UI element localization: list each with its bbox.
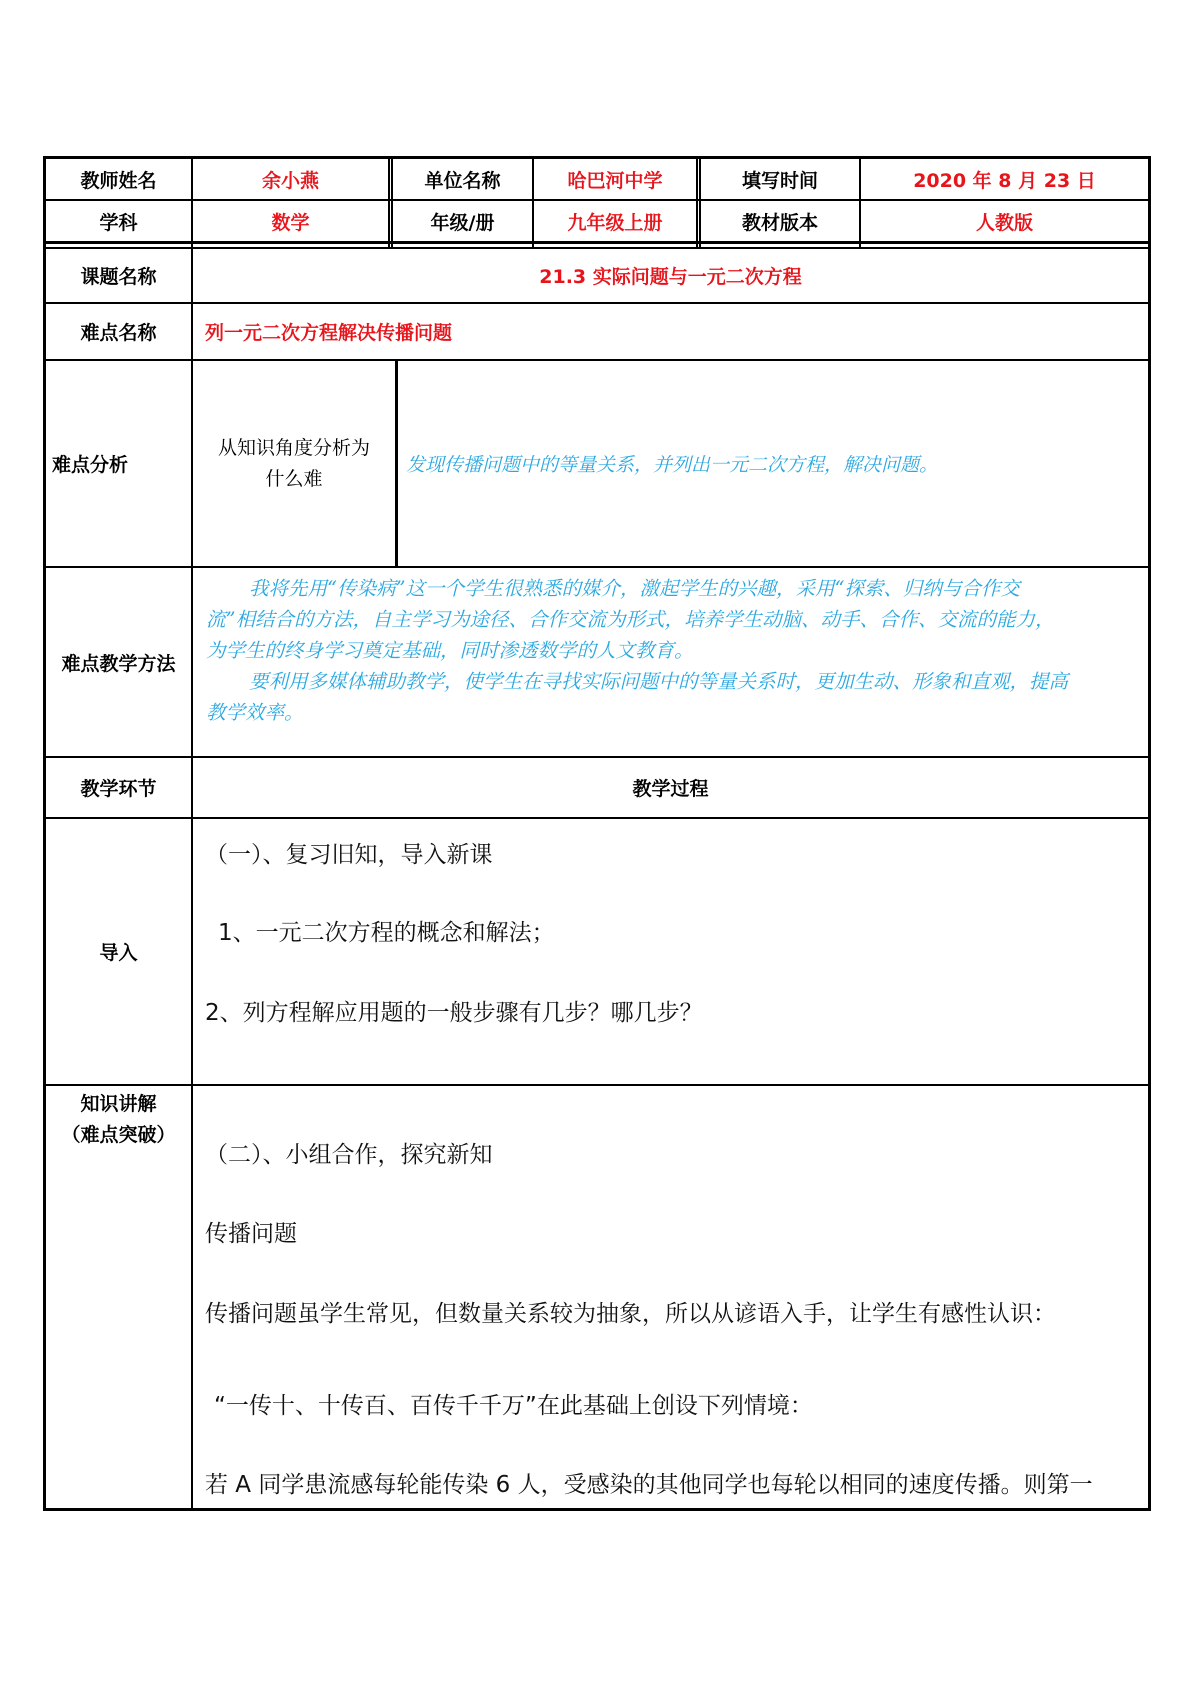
- knowledge-line: 传播问题虽学生常见，但数量关系较为抽象，所以从谚语入手，让学生有感性认识：: [205, 1301, 1056, 1327]
- textbook-edition-label: 教材版本: [741, 211, 818, 234]
- method-label: 难点教学方法: [61, 652, 176, 675]
- unit-name-value: 哈巴河中学: [567, 169, 663, 192]
- unit-name-label: 单位名称: [424, 169, 501, 192]
- knowledge-line: 传播问题: [205, 1221, 297, 1247]
- knowledge-line: （二）、小组合作，探究新知: [205, 1142, 493, 1168]
- grade-label: 年级/册: [430, 211, 495, 234]
- knowledge-label: [46, 1088, 191, 1152]
- grade-value: 九年级上册: [567, 211, 663, 234]
- method-line: 要利用多媒体辅助教学，使学生在寻找实际问题中的等量关系时，更加生动、形象和直观，提高: [249, 670, 1069, 693]
- knowledge-label-line1: 知识讲解: [80, 1093, 157, 1115]
- intro-label: 导入: [99, 942, 138, 964]
- fill-date-value: 2020 年 8 月 23 日: [913, 169, 1096, 192]
- textbook-edition-value: 人教版: [975, 211, 1033, 234]
- topic-value: 21.3 实际问题与一元二次方程: [539, 266, 802, 288]
- intro-line: 2、列方程解应用题的一般步骤有几步？哪几步？: [205, 1000, 703, 1026]
- knowledge-line: 若 A 同学患流感每轮能传染 6 人，受感染的其他同学也每轮以相同的速度传播。则第一: [205, 1472, 1093, 1498]
- knowledge-label-line2: （难点突破）: [61, 1124, 176, 1146]
- knowledge-line: “一传十、十传百、百传千千万”在此基础上创设下列情境：: [214, 1393, 813, 1419]
- subject-label: 学科: [99, 211, 138, 234]
- method-line: 教学效率。: [206, 701, 304, 724]
- subject-value: 数学: [271, 211, 310, 234]
- intro-line: （一）、复习旧知，导入新课: [205, 842, 493, 868]
- process-header-label: 教学过程: [632, 778, 709, 800]
- analysis-label: 难点分析: [52, 454, 129, 476]
- analysis-sub-label: [193, 361, 395, 566]
- method-line: 为学生的终身学习奠定基础，同时渗透数学的人文教育。: [206, 639, 694, 662]
- teacher-name-label: 教师姓名: [80, 169, 157, 192]
- method-line: 我将先用“传染病”这一个学生很熟悉的媒介，激起学生的兴趣，采用“探索、归纳与合作交: [249, 577, 1020, 600]
- fill-date-label: 填写时间: [741, 169, 818, 192]
- intro-line: 1、一元二次方程的概念和解法；: [218, 920, 555, 946]
- teacher-name-value: 余小燕: [261, 169, 319, 192]
- difficulty-label: 难点名称: [80, 322, 157, 344]
- analysis-sub-label-line1: 从知识角度分析为: [217, 436, 370, 459]
- analysis-sub-label-line2: 什么难: [265, 467, 323, 490]
- analysis-content: 发现传播问题中的等量关系，并列出一元二次方程，解决问题。: [406, 454, 939, 476]
- method-content: [206, 573, 1146, 728]
- topic-label: 课题名称: [80, 266, 157, 288]
- stage-header-label: 教学环节: [80, 778, 157, 800]
- method-line: 流”相结合的方法，自主学习为途径、合作交流为形式，培养学生动脑、动手、合作、交流的能力，: [206, 608, 1055, 631]
- difficulty-value: 列一元二次方程解决传播问题: [205, 322, 453, 344]
